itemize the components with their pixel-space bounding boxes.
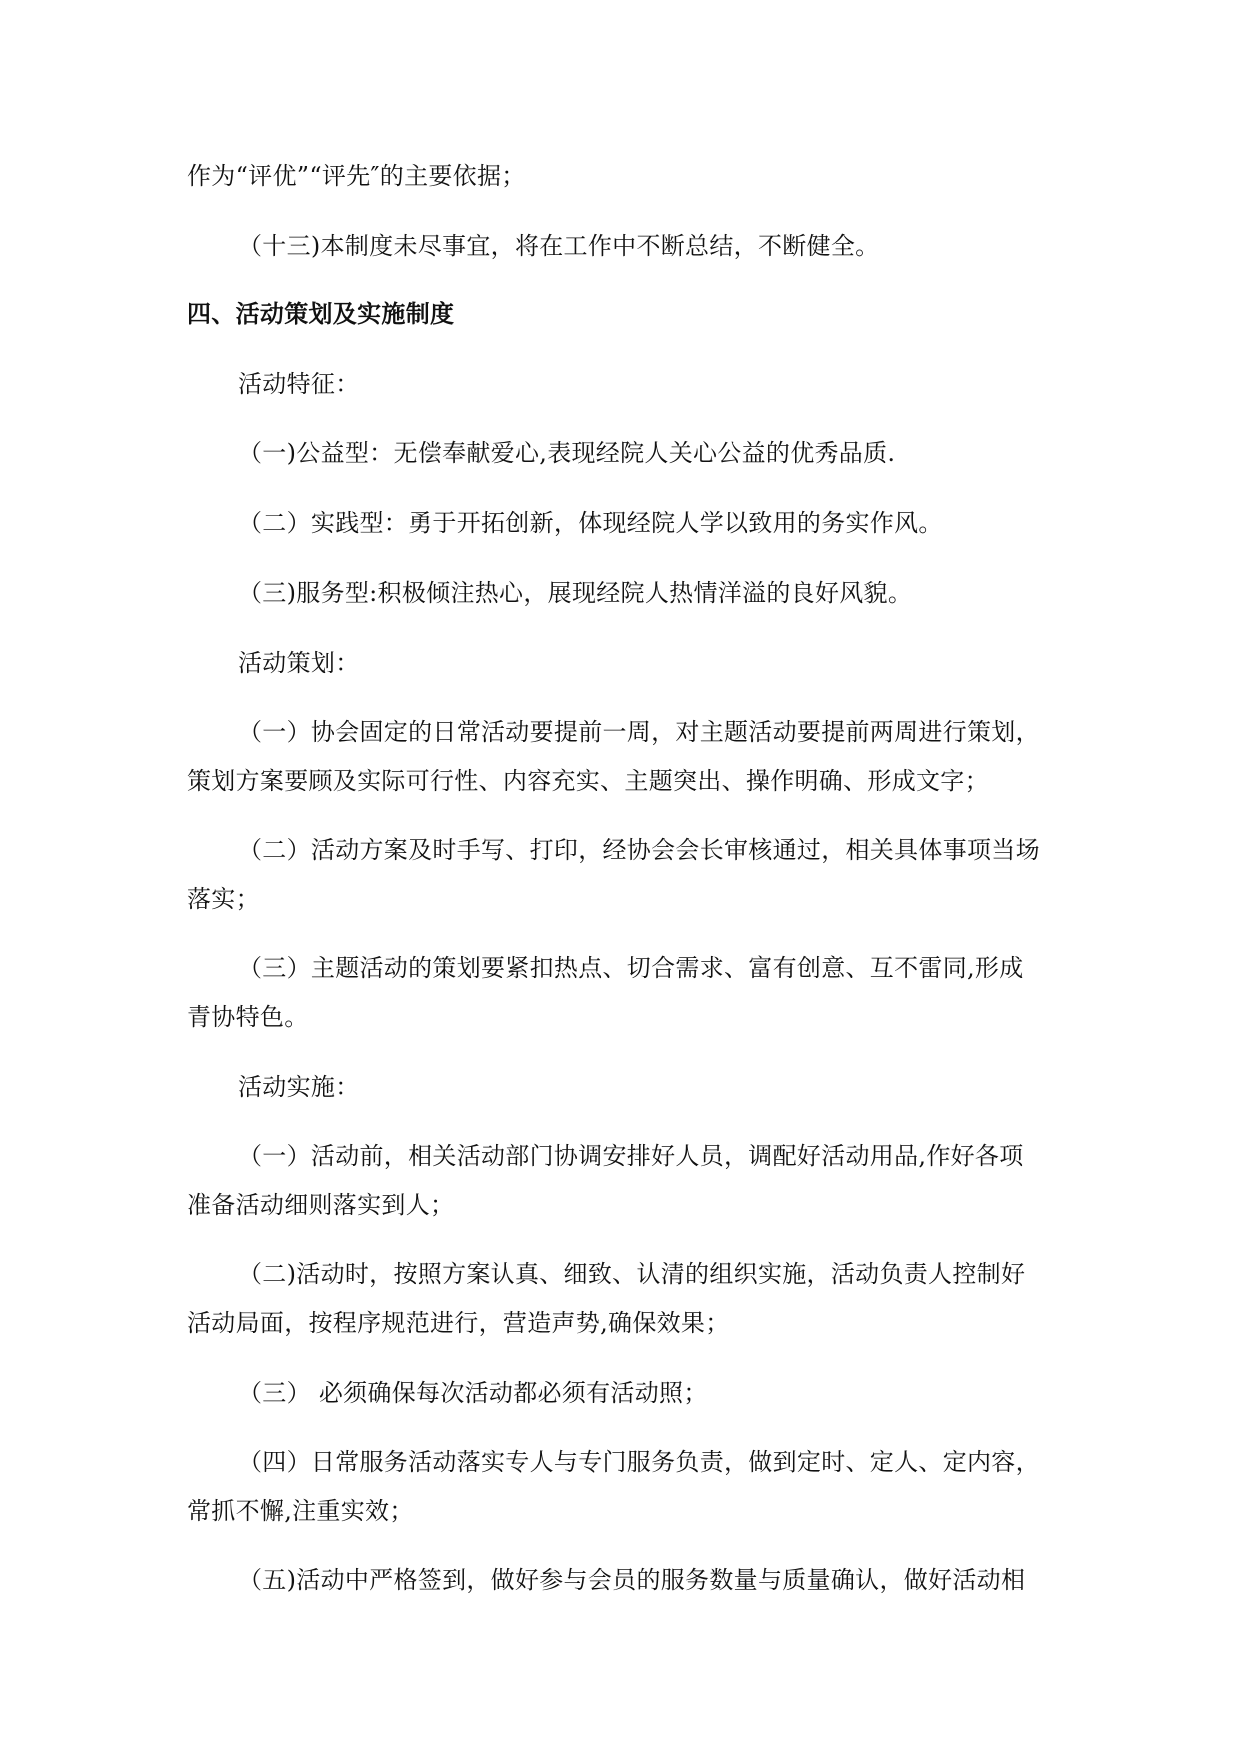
list-item: （二）实践型：勇于开拓创新，体现经院人学以致用的务实作风。 [238, 509, 943, 537]
list-item: （四）日常服务活动落实专人与专门服务负责，做到定时、定人、定内容， [238, 1448, 1040, 1476]
text-line: 落实； [187, 885, 260, 913]
list-item: （一）活动前，相关活动部门协调安排好人员，调配好活动用品,作好各项 [238, 1142, 1024, 1170]
list-item: （三） 必须确保每次活动都必须有活动照； [238, 1379, 708, 1407]
text-line: 活动局面，按程序规范进行，营造声势,确保效果； [187, 1309, 730, 1337]
list-item: （五)活动中严格签到，做好参与会员的服务数量与质量确认，做好活动相 [238, 1566, 1026, 1594]
list-item: （一）协会固定的日常活动要提前一周，对主题活动要提前两周进行策划， [238, 718, 1040, 746]
text-line: 作为“评优”“评先″的主要依据； [187, 162, 526, 190]
text-line: 准备活动细则落实到人； [187, 1191, 455, 1219]
subsection-label: 活动特征： [238, 370, 360, 398]
list-item: （一)公益型：无偿奉献爱心,表现经院人关心公益的优秀品质. [238, 439, 896, 467]
list-item: （二）活动方案及时手写、打印，经协会会长审核通过，相关具体事项当场 [238, 836, 1040, 864]
list-item: （三）主题活动的策划要紧扣热点、切合需求、富有创意、互不雷同,形成 [238, 954, 1024, 982]
section-heading: 四、活动策划及实施制度 [187, 299, 455, 328]
subsection-label: 活动实施： [238, 1073, 360, 1101]
text-line: 常抓不懈,注重实效； [187, 1497, 414, 1525]
list-item: （三)服务型:积极倾注热心，展现经院人热情洋溢的良好风貌。 [238, 579, 913, 607]
text-line: （十三)本制度未尽事宜，将在工作中不断总结，不断健全。 [238, 232, 880, 260]
subsection-label: 活动策划： [238, 649, 360, 677]
text-line: 策划方案要顾及实际可行性、内容充实、主题突出、操作明确、形成文字； [187, 767, 989, 795]
list-item: （二)活动时，按照方案认真、细致、认清的组织实施，活动负责人控制好 [238, 1260, 1026, 1288]
text-line: 青协特色。 [187, 1003, 309, 1031]
